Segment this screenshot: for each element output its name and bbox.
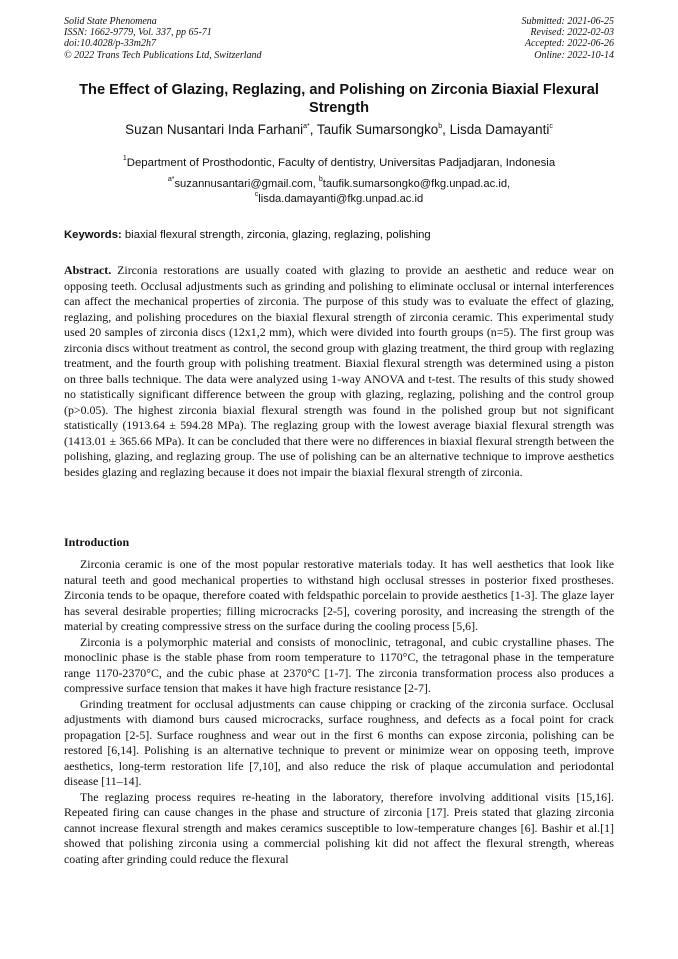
author-name: Taufik Sumarsongko: [316, 122, 439, 137]
author-separator: ,: [309, 122, 317, 137]
author-emails: [64, 177, 614, 207]
publication-dates: [522, 16, 615, 61]
author-marker: b: [438, 122, 443, 130]
affiliation-text: Department of Prosthodontic, Faculty of dentistry, Universitas Padjadjaran, Indonesia: [126, 157, 556, 169]
journal-info: [64, 16, 262, 61]
journal-copyright: © 2022 Trans Tech Publications Ltd, Switzerland: [64, 49, 262, 61]
email-link[interactable]: taufik.sumarsongko@fkg.unpad.ac.id,: [322, 178, 511, 190]
author-separator: ,: [442, 122, 450, 137]
journal-name: Solid State Phenomena: [64, 16, 157, 27]
date-online: Online: 2022-10-14: [534, 49, 614, 61]
email-separator: ,: [312, 178, 319, 190]
paragraph: Grinding treatment for occlusal adjustments can cause chipping or cracking of the zirconia surface. Occlusal adjustments with diamond burs caused microcracks, surface roughness, and defects as a focal point for crack propagation [2-5]. Surface roughness and wear out in the first 6 months can expose zirconia, polishing can be restored [6,14]. Polishing is an alternative technique to prevent or minimize wear on opposing teeth, improve aesthetics, long-term restoration life [7,10], and also reduce the risk of plaque accumulation and periodontal disease [11–14].: [64, 696, 614, 788]
author-name: Suzan Nusantari Inda Farhani: [125, 122, 304, 137]
abstract: [64, 263, 614, 480]
email-marker: a*: [167, 176, 175, 184]
section-heading-introduction: Introduction: [64, 535, 130, 549]
date-revised: Revised: 2022-02-03: [530, 27, 614, 39]
abstract-label: Abstract.: [64, 263, 112, 277]
paragraph: The reglazing process requires re-heating in the laboratory, therefore involving additional visits [15,16]. Repeated firing can cause changes in the phase and structure of zirconia [17]. Preis stated that glazing zirconia cannot increase flexural strength and makes ceramics susceptible to low-temperature changes [6]. Bashir et al.[1] showed that polishing zirconia using a commercial polishing kit did not affect the flexural strength, whereas coating after grinding could reduce the flexural: [64, 789, 614, 866]
author-marker: c: [549, 122, 553, 130]
keywords: [64, 228, 614, 243]
email-link[interactable]: suzannusantari@gmail.com: [174, 178, 313, 190]
journal-issn-volume: ISSN: 1662-9779, Vol. 337, pp 65-71: [64, 27, 212, 39]
date-submitted: Submitted: 2021-06-25: [521, 16, 614, 27]
email-marker: b: [318, 176, 323, 184]
introduction-body: [64, 557, 614, 867]
keywords-text: biaxial flexural strength, zirconia, glazing, reglazing, polishing: [121, 229, 431, 241]
author-marker: a*: [303, 122, 310, 130]
email-marker: c: [254, 191, 259, 199]
affiliation-marker: 1: [122, 155, 127, 163]
keywords-label: Keywords:: [64, 229, 122, 241]
paragraph: Zirconia ceramic is one of the most popular restorative materials today. It has well aesthetics that look like natural teeth and good mechanical properties to withstand high occlusal stresses in posterior fixed prostheses. Zirconia tends to be opaque, therefore coated with feldspathic porcelain to provide aesthetics [1-3]. The glaze layer has several desirable properties; filling microcracks [2-5], covering porosity, and increasing the strength of the material by creating compressive stress on the surface during the cooling process [5,6].: [64, 557, 614, 633]
paper-title: The Effect of Glazing, Reglazing, and Polishing on Zirconia Biaxial Flexural Strength: [79, 82, 599, 116]
date-accepted: Accepted: 2022-06-26: [524, 38, 614, 50]
author-name: Lisda Damayanti: [449, 122, 550, 137]
email-link[interactable]: lisda.damayanti@fkg.unpad.ac.id: [258, 193, 424, 205]
author-list: [64, 121, 614, 139]
paragraph: Zirconia is a polymorphic material and consists of monoclinic, tetragonal, and cubic crystalline phases. The monoclinic phase is the stable phase from room temperature to 1170°C, the tetragonal phase in the temperature range 1170-2370°C, and the cubic phase at 2370°C [1-7]. The zirconia transformation process also produces a compressive surface tension that makes it have high fracture resistance [2-7].: [64, 634, 614, 695]
abstract-text: Zirconia restorations are usually coated with glazing to provide an aesthetic and reduce wear on opposing teeth. Occlusal adjustments such as grinding and polishing to eliminate occlusal or internal interferences can affect the mechanical properties of zirconia. The purpose of this study was to evaluate the effect of glazing, reglazing, and polishing procedures on the biaxial flexural strength of zirconia ceramic. This experimental study used 20 samples of zirconia discs (12x1,2 mm), which were divided into fourth groups (n=5). The first group was zirconia discs without treatment as control, the second group with glazing treatment, the third group with reglazing treatment, and the fourth group with polishing treatment. Biaxial flexural strength was determined using a piston on three balls technique. The data were analyzed using 1-way ANOVA and t-test. The results of this study showed no statistically significant difference between the group with glazing, reglazing, polishing and the control group (p>0.05). The highest zirconia biaxial flexural strength was found in the polished group but not significant statistically (1913.64 ± 594.28 MPa). The reglazing group with the lowest average biaxial flexural strength was (1413.01 ± 365.66 MPa). It can be concluded that there were no differences in biaxial flexural strength between the polishing, glazing, and reglazing group. The use of polishing can be an alternative technique to improve aesthetics besides glazing and reglazing because it does not impair the biaxial flexural strength of zirconia.: [64, 263, 614, 479]
affiliation: [64, 156, 614, 171]
journal-doi: doi:10.4028/p-33m2h7: [64, 38, 156, 50]
